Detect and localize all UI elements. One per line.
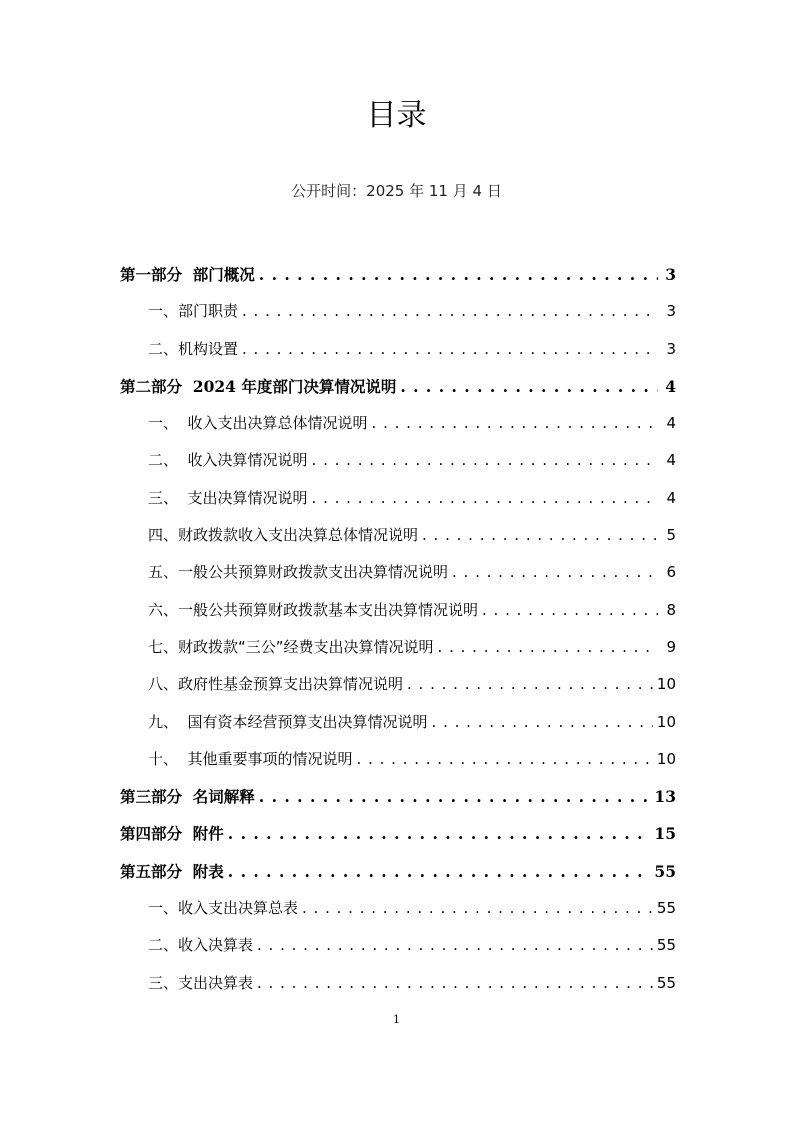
toc-entry[interactable] — [120, 480, 676, 517]
toc-entry[interactable] — [120, 853, 676, 890]
toc-entry-page: 8 — [666, 600, 676, 619]
toc-entry-page: 15 — [654, 824, 676, 844]
toc-entry[interactable] — [120, 293, 676, 330]
toc-entry-label: 四、财政拨款收入支出决算总体情况说明 — [148, 526, 419, 545]
toc-entry-page: 3 — [665, 265, 676, 284]
dot-leader — [482, 592, 658, 629]
toc-entry-label: 一、收入支出决算总表 — [148, 899, 299, 918]
toc-entry[interactable] — [120, 405, 676, 442]
toc-entry[interactable] — [120, 778, 676, 815]
toc-entry-page: 4 — [666, 451, 676, 470]
dot-leader — [302, 890, 653, 927]
toc-entry-page: 55 — [656, 973, 676, 992]
toc-entry-page: 6 — [666, 563, 676, 582]
toc-entry[interactable] — [120, 965, 676, 1002]
dot-leader — [452, 554, 658, 591]
toc-entry-label: 二、机构设置 — [148, 339, 239, 358]
dot-leader — [312, 480, 658, 517]
dot-leader — [357, 741, 653, 778]
toc-entry-page: 10 — [656, 675, 676, 694]
toc-entry[interactable] — [120, 368, 676, 405]
dot-leader — [312, 442, 658, 479]
toc-entry-label: 第五部分 附表 — [120, 861, 224, 881]
toc-entry-page: 10 — [656, 749, 676, 768]
toc-entry[interactable] — [120, 927, 676, 964]
dot-leader — [228, 853, 651, 890]
toc-entry[interactable] — [120, 890, 676, 927]
toc-entry-label: 七、财政拨款“三公”经费支出决算情况说明 — [148, 637, 434, 656]
toc-entry[interactable] — [120, 666, 676, 703]
dot-leader — [422, 517, 658, 554]
toc-entry-label: 五、一般公共预算财政拨款支出决算情况说明 — [148, 563, 449, 582]
toc-entry-label: 第四部分 附件 — [120, 824, 224, 844]
toc-entry-page: 4 — [666, 414, 676, 433]
toc-entry-page: 3 — [666, 302, 676, 321]
toc-entry-label: 九、 国有资本经营预算支出决算情况说明 — [148, 712, 428, 731]
toc-entry-label: 二、收入决算表 — [148, 936, 254, 955]
toc-entry-page: 9 — [666, 637, 676, 656]
toc-entry-label: 第一部分 部门概况 — [120, 265, 255, 284]
toc-entry[interactable] — [120, 256, 676, 293]
publish-date: 公开时间：2025 年 11 月 4 日 — [291, 182, 502, 200]
dot-leader — [438, 629, 658, 666]
dot-leader — [257, 927, 653, 964]
toc-entry-page: 3 — [666, 339, 676, 358]
dot-leader — [228, 815, 651, 852]
dot-leader — [242, 331, 658, 368]
toc-entry-label: 二、 收入决算情况说明 — [148, 451, 308, 470]
dot-leader — [257, 965, 653, 1002]
toc-entry[interactable] — [120, 442, 676, 479]
table-of-contents — [120, 256, 676, 1002]
toc-entry-label: 第三部分 名词解释 — [120, 787, 255, 807]
toc-entry[interactable] — [120, 741, 676, 778]
toc-entry-label: 十、 其他重要事项的情况说明 — [148, 749, 353, 768]
toc-entry-label: 一、部门职责 — [148, 302, 239, 321]
toc-entry[interactable] — [120, 815, 676, 852]
page-title: 目录 — [366, 98, 427, 133]
toc-entry-label: 一、 收入支出决算总体情况说明 — [148, 414, 368, 433]
toc-entry-label: 八、政府性基金预算支出决算情况说明 — [148, 675, 404, 694]
toc-entry[interactable] — [120, 331, 676, 368]
toc-entry-label: 六、一般公共预算财政拨款基本支出决算情况说明 — [148, 600, 479, 619]
page-number: 1 — [393, 1013, 400, 1026]
dot-leader — [259, 256, 658, 293]
dot-leader — [407, 666, 653, 703]
dot-leader — [432, 704, 653, 741]
toc-entry-label: 三、支出决算表 — [148, 973, 254, 992]
dot-leader — [242, 293, 658, 330]
toc-entry-page: 4 — [666, 488, 676, 507]
dot-leader — [259, 778, 651, 815]
dot-leader — [400, 368, 658, 405]
toc-entry-page: 4 — [665, 376, 676, 396]
toc-entry-page: 55 — [654, 861, 676, 881]
toc-entry[interactable] — [120, 517, 676, 554]
toc-entry-label: 三、 支出决算情况说明 — [148, 488, 308, 507]
dot-leader — [372, 405, 658, 442]
toc-entry-page: 55 — [656, 936, 676, 955]
toc-entry-page: 10 — [656, 712, 676, 731]
toc-entry-page: 13 — [654, 787, 676, 807]
toc-entry[interactable] — [120, 704, 676, 741]
toc-entry-page: 5 — [666, 526, 676, 545]
toc-entry[interactable] — [120, 554, 676, 591]
toc-entry[interactable] — [120, 629, 676, 666]
toc-entry-label: 第二部分 2024 年度部门决算情况说明 — [120, 376, 397, 396]
toc-entry[interactable] — [120, 592, 676, 629]
toc-entry-page: 55 — [656, 899, 676, 918]
